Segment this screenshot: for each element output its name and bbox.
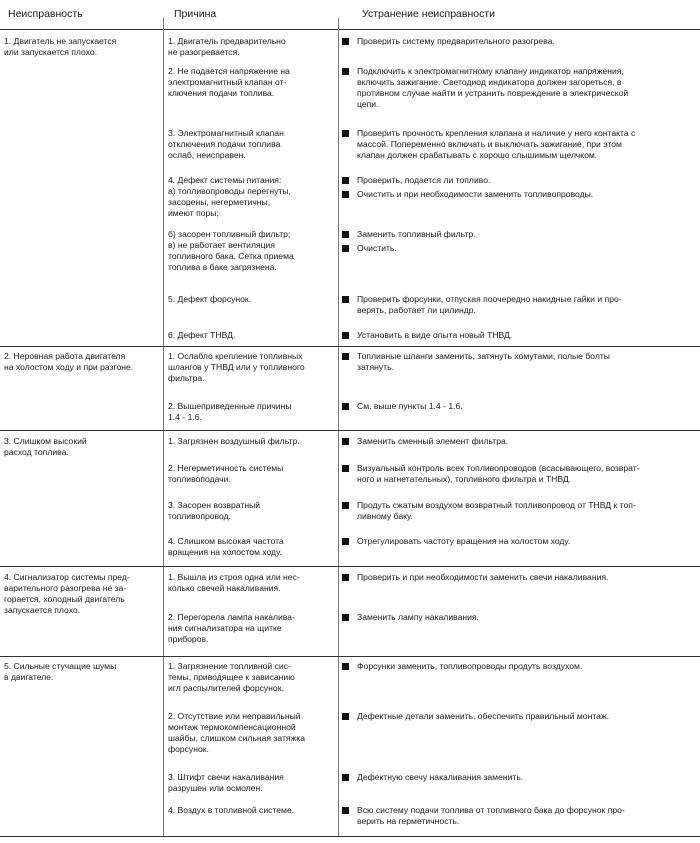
remedy-text: Отрегулировать частоту вращения на холостом ходу. bbox=[357, 536, 571, 546]
section-divider bbox=[0, 346, 700, 347]
remedy-text: Форсунки заменить, топливопроводы продуть воздухом. bbox=[357, 661, 583, 671]
cause-text: 1. Ослабло крепление топливных шлангов у ТНВД или у топливного фильтра. bbox=[168, 351, 305, 383]
bullet-icon bbox=[342, 774, 349, 781]
column-divider bbox=[163, 18, 164, 836]
header-divider bbox=[0, 29, 700, 30]
remedy-text: Заменить топливный фильтр. bbox=[357, 229, 476, 239]
bullet-icon bbox=[342, 296, 349, 303]
section-divider bbox=[0, 836, 700, 837]
remedy-text: Топливные шланги заменить, затянуть хомутами, полые болты затянуть. bbox=[357, 351, 610, 372]
bullet-icon bbox=[342, 438, 349, 445]
bullet-icon bbox=[342, 465, 349, 472]
remedy-text: Заменить лампу накаливания. bbox=[357, 612, 479, 622]
bullet-icon bbox=[342, 130, 349, 137]
fault-text: 1. Двигатель не запускается или запускается плохо. bbox=[4, 36, 117, 57]
cause-text: 3. Электромагнитный клапан отключения подачи топлива ослаб, неисправен. bbox=[168, 128, 284, 160]
bullet-icon bbox=[342, 403, 349, 410]
cause-text: 2. Вышеприведенные причины 1.4 - 1.6. bbox=[168, 401, 292, 422]
bullet-icon bbox=[342, 38, 349, 45]
column-divider bbox=[338, 18, 339, 836]
fault-text: 2. Неровная работа двигателя на холостом ходу и при разгоне. bbox=[4, 351, 134, 372]
fault-text: 5. Сильные стучащие шумы в двигателе. bbox=[4, 661, 117, 682]
cause-text: 1. Вышла из строя одна или нес- колько свечей накаливания. bbox=[168, 572, 300, 593]
cause-text: 2. Не подается напряжение на электромагнитный клапан от- ключения подачи топлива. bbox=[168, 66, 290, 98]
remedy-text: Проверить и при необходимости заменить свечи накаливания. bbox=[357, 572, 609, 582]
remedy-text: Подключить к электромагнитному клапану индикатор напряжения, включить зажигание. Светодиод индикатора должен загореться, в противном случае найти и устранить повреждение в электрической цепи. bbox=[357, 66, 629, 109]
remedy-text: Очистить и при необходимости заменить топливопроводы. bbox=[357, 189, 594, 199]
remedy-text: Проверить прочность крепления клапана и наличие у него контакта с массой. Попеременно включать и выключать зажигание, при этом клапан должен срабатывать с хорошо слышимым щелчком. bbox=[357, 128, 636, 160]
remedy-text: Продуть сжатым воздухом возвратный топливопровод от ТНВД к топ- ливному баку. bbox=[357, 500, 636, 521]
cause-text: б) засорен топливный фильтр; в) не работает вентиляция топливного бака. Сетка приема топлива в баке загрязнена. bbox=[168, 229, 294, 272]
cause-text: 5. Дефект форсунок. bbox=[168, 294, 252, 304]
cause-text: 2. Перегорела лампа накалива- ния сигнализатора на щитке приборов. bbox=[168, 612, 295, 644]
remedy-text: Очистить. bbox=[357, 243, 397, 253]
remedy-text: Проверить систему предварительного разогрева. bbox=[357, 36, 555, 46]
cause-text: 4. Воздух в топливной системе. bbox=[168, 805, 295, 815]
remedy-text: Визуальный контроль всех топливопроводов (всасывающего, возврат- ного и нагнетательных), топливного фильтра и ТНВД. bbox=[357, 463, 640, 484]
fault-text: 4. Сигнализатор системы пред- варительного разогрева не за- горается, холодный двигатель запускается плохо. bbox=[4, 572, 130, 615]
bullet-icon bbox=[342, 713, 349, 720]
remedy-text: Дефектные детали заменить, обеспечить правильный монтаж. bbox=[357, 711, 610, 721]
remedy-text: Проверить форсунки, отпуская поочередно накидные гайки и про- верять, работает ли цилиндр. bbox=[357, 294, 622, 315]
bullet-icon bbox=[342, 191, 349, 198]
section-divider bbox=[0, 566, 700, 567]
cause-text: 3. Штифт свечи накаливания разрушен или осмолен. bbox=[168, 772, 284, 793]
cause-text: 1. Загрязнен воздушный фильтр. bbox=[168, 436, 300, 446]
bullet-icon bbox=[342, 574, 349, 581]
cause-text: 3. Засорен возвратный топливопровод. bbox=[168, 500, 261, 521]
bullet-icon bbox=[342, 245, 349, 252]
remedy-text: Дефектную свечу накаливания заменить. bbox=[357, 772, 524, 782]
fault-text: 3. Слишком высокий расход топлива. bbox=[4, 436, 87, 457]
bullet-icon bbox=[342, 807, 349, 814]
header-cause: Причина bbox=[174, 8, 217, 20]
section-divider bbox=[0, 430, 700, 431]
header-remedy: Устранение неисправности bbox=[362, 8, 496, 20]
remedy-text: Проверить, подается ли топливо. bbox=[357, 175, 491, 185]
bullet-icon bbox=[342, 663, 349, 670]
bullet-icon bbox=[342, 353, 349, 360]
bullet-icon bbox=[342, 614, 349, 621]
remedy-text: Всю систему подачи топлива от топливного бака до форсунок про- верить на герметичность. bbox=[357, 805, 625, 826]
header-fault: Неисправность bbox=[8, 8, 83, 20]
remedy-text: Заменить сменный элемент фильтра. bbox=[357, 436, 509, 446]
cause-text: 4. Слишком высокая частота вращения на холостом ходу. bbox=[168, 536, 284, 557]
bullet-icon bbox=[342, 231, 349, 238]
bullet-icon bbox=[342, 177, 349, 184]
bullet-icon bbox=[342, 538, 349, 545]
bullet-icon bbox=[342, 68, 349, 75]
remedy-text: См. выше пункты 1.4 - 1.6. bbox=[357, 401, 463, 411]
cause-text: 2. Отсутствие или неправильный монтаж термокомпенсационной шайбы, слишком сильная затяжка форсунок. bbox=[168, 711, 306, 754]
cause-text: 1. Двигатель предварительно не разогревается. bbox=[168, 36, 286, 57]
cause-text: 1. Загрязнение топливной сис- темы, приводящее к зависанию игл распылителей форсунок. bbox=[168, 661, 295, 693]
remedy-text: Установить в виде опыта новый ТНВД. bbox=[357, 330, 513, 340]
section-divider bbox=[0, 656, 700, 657]
cause-text: 6. Дефект ТНВД. bbox=[168, 330, 236, 340]
cause-text: 4. Дефект системы питания: а) топливопроводы перегнуты, засорены, негерметичны, имеют поры; bbox=[168, 175, 291, 218]
bullet-icon bbox=[342, 332, 349, 339]
bullet-icon bbox=[342, 502, 349, 509]
cause-text: 2. Негерметичность системы топливоподачи. bbox=[168, 463, 284, 484]
